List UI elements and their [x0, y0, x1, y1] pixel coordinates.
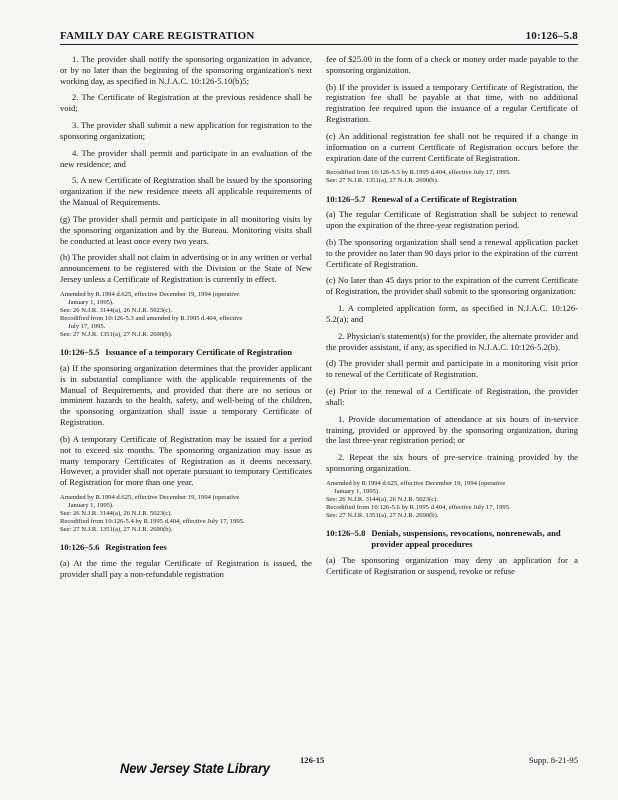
history-line: Recodified from 10:126-5.6 by R.1995 d.404, effective July 17, 1995.	[326, 504, 511, 511]
history-line: January 1, 1995).	[68, 502, 114, 510]
list-item: 1. Provide documentation of attendance at six hours of in-service training, provided or approved by the sponsoring organization, during the last three-year registration period; or	[326, 413, 578, 446]
list-item: 2. Physician's statement(s) for the provider, the alternate provider and the provider assistant, if any, as specified in N.J.A.C. 10:126-5.2(b).	[326, 330, 578, 352]
history-line: See: 27 N.J.R. 1351(a), 27 N.J.R. 2690(b).	[60, 331, 173, 339]
history-line: January 1, 1995).	[68, 298, 114, 306]
history-line: July 17, 1995.	[68, 323, 106, 331]
list-item: 2. The Certificate of Registration at the previous residence shall be void;	[60, 92, 312, 114]
section-heading	[326, 194, 578, 205]
section-title: Issuance of a temporary Certificate of Registration	[105, 347, 293, 358]
history-line: See: 26 N.J.R. 3144(a), 26 N.J.R. 5023(c).	[60, 306, 173, 314]
paragraph: (c) No later than 45 days prior to the expiration of the current Certificate of Registration, the provider shall submit to the sponsoring organization:	[326, 275, 578, 297]
paragraph: (a) The sponsoring organization may deny an application for a Certificate of Registration or suspend, revoke or refuse	[326, 554, 578, 576]
history-line: See: 27 N.J.R. 1351(a), 27 N.J.R. 2690(b).	[326, 512, 439, 520]
history-line: Recodified from 10:126-5.4 by R.1995 d.404, effective July 17, 1995.	[60, 518, 245, 526]
section-title: Denials, suspensions, revocations, nonrenewals, and provider appeal procedures	[371, 528, 561, 549]
history-line: Amended by R.1994 d.625, effective December 19, 1994 (operative	[60, 494, 240, 502]
list-item: 4. The provider shall permit and participate in an evaluation of the new residence; and	[60, 147, 312, 169]
history-line: See: 26 N.J.R. 3144(a), 26 N.J.R. 5023(c).	[326, 495, 439, 503]
history-note	[326, 480, 578, 520]
history-note	[60, 291, 312, 339]
library-stamp-logo: New Jersey State Library	[120, 760, 270, 777]
paragraph: (d) The provider shall permit and participate in a monitoring visit prior to renewal of the Certificate of Registration.	[326, 358, 578, 380]
header-title: FAMILY DAY CARE REGISTRATION	[60, 30, 255, 42]
section-title: Renewal of a Certificate of Registration	[371, 193, 517, 204]
history-line: Recodified from 10:126-5.3 and amended by R.1995 d.404, effective	[60, 315, 243, 322]
history-line: Amended by R.1994 d.625, effective December 19, 1994 (operative	[60, 290, 240, 298]
left-column	[60, 54, 312, 586]
paragraph: (a) At the time the regular Certificate of Registration is issued, the provider shall pay a non-refundable registration	[60, 558, 312, 579]
list-item: 5. A new Certificate of Registration shall be issued by the sponsoring organization if the new residence meets all applicable requirements of the Manual of Requirements.	[60, 175, 312, 208]
history-line: Recodified from 10:126-5.5 by R.1995 d.404, effective July 17, 1995.	[326, 169, 511, 177]
paragraph: (b) A temporary Certificate of Registration may be issued for a period not to exceed six months. The sponsoring organization may issue as many temporary Certificates of Registration as it deems necessary. However, a provider shall not operate pursuant to temporary Certificates of Registration for more than one year.	[60, 433, 312, 488]
history-line: Amended by R.1994 d.625, effective December 19, 1994 (operative	[326, 479, 506, 487]
history-note	[60, 494, 312, 534]
header-rule	[60, 44, 578, 45]
paragraph: (c) An additional registration fee shall not be required if a change in information on a current Certificate of Registration occurs before the expiration date of the current Certificate of Registration.	[326, 130, 578, 163]
list-item: 1. A completed application form, as specified in N.J.A.C. 10:126-5.2(a); and	[326, 303, 578, 324]
header-section-number: 10:126–5.8	[525, 30, 578, 42]
history-note	[326, 169, 578, 185]
list-item: 3. The provider shall submit a new application for registration to the sponsoring organization;	[60, 120, 312, 141]
right-column	[326, 54, 578, 582]
section-heading	[60, 347, 312, 358]
paragraph: (a) The regular Certificate of Registration shall be subject to renewal upon the expiration of the three-year registration period.	[326, 209, 578, 231]
history-line: See: 27 N.J.R. 1351(a), 27 N.J.R. 2690(b).	[60, 526, 173, 534]
paragraph: (b) The sponsoring organization shall send a renewal application packet to the provider no later than 90 days prior to the expiration of the current Certificate of Registration.	[326, 237, 578, 269]
history-line: See: 26 N.J.R. 3144(a), 26 N.J.R. 5023(c).	[60, 510, 173, 518]
section-heading	[60, 542, 312, 553]
section-title: Registration fees	[105, 542, 167, 553]
paragraph-h: (h) The provider shall not claim in advertising or in any written or verbal announcement to be registered with the Division or the State of New Jersey unless a Certificate of Registration is currently in effect.	[60, 252, 312, 285]
paragraph: fee of $25.00 in the form of a check or money order made payable to the sponsoring organization.	[326, 54, 578, 75]
section-heading	[326, 528, 578, 550]
section-number: 10:126–5.5	[60, 347, 100, 358]
list-item: 1. The provider shall notify the sponsoring organization in advance, or by no later than the beginning of the sponsoring organization's next working day, as specified in N.J.A.C. 10:126-5.10(b)5;	[60, 54, 312, 86]
section-number: 10:126–5.8	[326, 528, 366, 539]
paragraph: (e) Prior to the renewal of a Certificate of Registration, the provider shall:	[326, 386, 578, 407]
paragraph: (a) If the sponsoring organization determines that the provider applicant is in substantial compliance with the applicable requirements of the Manual of Requirements, and provided that there are no serious or imminent hazards to the health, safety, and well-being of the children, the sponsoring organization shall issue a temporary Certificate of Registration.	[60, 362, 312, 428]
supplement-date: Supp. 8-21-95	[528, 755, 578, 765]
history-line: January 1, 1995).	[334, 487, 380, 495]
list-item: 2. Repeat the six hours of pre-service training provided by the sponsoring organization.	[326, 452, 578, 474]
section-number: 10:126–5.7	[326, 193, 366, 204]
section-number: 10:126–5.6	[60, 542, 100, 553]
history-line: See: 27 N.J.R. 1351(a), 27 N.J.R. 2690(b).	[326, 177, 439, 185]
paragraph: (b) If the provider is issued a temporary Certificate of Registration, the registration fee shall be payable at that time, with no additional registration fee required upon the issuance of a regular Certificate of Registration.	[326, 81, 578, 125]
running-header	[60, 30, 578, 42]
paragraph-g: (g) The provider shall permit and participate in all monitoring visits by the sponsoring organization and by the Bureau. Monitoring visits shall be conducted at least once every two years.	[60, 213, 312, 246]
page-number: 126-15	[300, 755, 325, 765]
